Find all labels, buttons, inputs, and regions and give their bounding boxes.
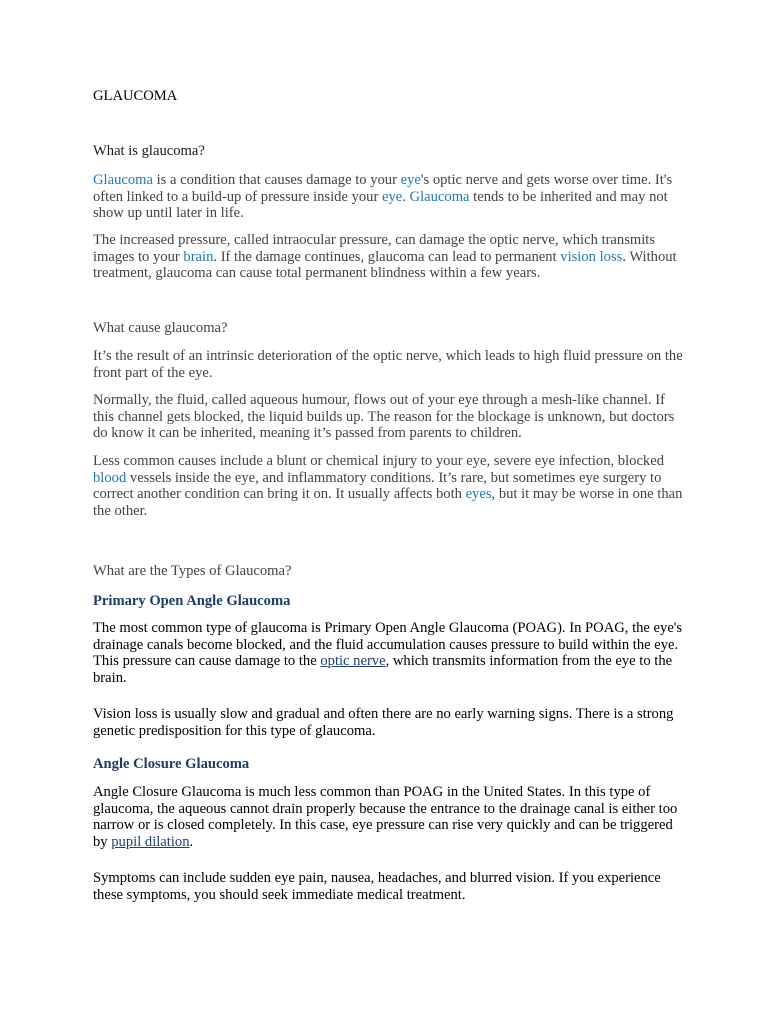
paragraph-pressure: The increased pressure, called intraocular pressure, can damage the optic nerve, which transmits images to your brain. If the damage continues, glaucoma can lead to permanent vision loss. Without treatment, glaucoma can cause total permanent blindness within a few years.: [93, 232, 677, 282]
paragraph-symptoms: Symptoms can include sudden eye pain, nausea, headaches, and blurred vision. If you experience these symptoms, you should seek immediate medical treatment.: [93, 870, 661, 903]
link-glaucoma-2[interactable]: Glaucoma: [409, 188, 470, 205]
document-title: GLAUCOMA: [93, 88, 178, 104]
question-what-cause: What cause glaucoma?: [93, 320, 228, 336]
question-what-is-glaucoma: What is glaucoma?: [93, 143, 205, 159]
paragraph-cause-1: It’s the result of an intrinsic deterioration of the optic nerve, which leads to high fluid pressure on the front part of the eye.: [93, 348, 683, 381]
link-brain[interactable]: brain: [183, 248, 214, 265]
paragraph-definition: Glaucoma is a condition that causes damage to your eye's optic nerve and gets worse over time. It's often linked to a build-up of pressure inside your eye. Glaucoma tends to be inherited and may not show up until later in life.: [93, 172, 673, 222]
paragraph-vision-loss: Vision loss is usually slow and gradual and often there are no early warning signs. There is a strong genetic predisposition for this type of glaucoma.: [93, 706, 674, 739]
paragraph-angle-closure: Angle Closure Glaucoma is much less common than POAG in the United States. In this type of glaucoma, the aqueous cannot drain properly because the entrance to the drainage canal is either too narrow or is closed completely. In this case, eye pressure can rise very quickly and can be triggered by pupil dilation.: [93, 784, 678, 850]
paragraph-poag: The most common type of glaucoma is Primary Open Angle Glaucoma (POAG). In POAG, the eye's drainage canals become blocked, and the fluid accumulation causes pressure to build within the eye. This pressure can cause damage to the optic nerve, which transmits information from the eye to the brain.: [93, 620, 683, 686]
paragraph-cause-3: Less common causes include a blunt or chemical injury to your eye, severe eye infection, blocked blood vessels inside the eye, and inflammatory conditions. It’s rare, but sometimes eye surgery to correct another condition can bring it on. It usually affects both eyes, but it may be worse in one than the other.: [93, 453, 683, 519]
link-glaucoma[interactable]: Glaucoma: [93, 172, 153, 188]
question-types: What are the Types of Glaucoma?: [93, 563, 292, 579]
link-eyes[interactable]: eyes: [465, 486, 492, 503]
heading-angle-closure: Angle Closure Glaucoma: [93, 756, 250, 772]
link-pupil-dilation[interactable]: pupil dilation: [111, 833, 190, 850]
heading-primary-open-angle: Primary Open Angle Glaucoma: [93, 593, 291, 609]
link-blood[interactable]: blood: [93, 469, 127, 486]
link-vision-loss[interactable]: vision loss: [560, 248, 623, 265]
link-eye[interactable]: eye: [400, 172, 421, 188]
link-eye-2[interactable]: eye: [381, 188, 403, 205]
paragraph-cause-2: Normally, the fluid, called aqueous humour, flows out of your eye through a mesh-like channel. If this channel gets blocked, the liquid builds up. The reason for the blockage is unknown, but doctors do know it can be inherited, meaning it’s passed from parents to children.: [93, 392, 675, 442]
link-optic-nerve[interactable]: optic nerve: [320, 653, 386, 670]
